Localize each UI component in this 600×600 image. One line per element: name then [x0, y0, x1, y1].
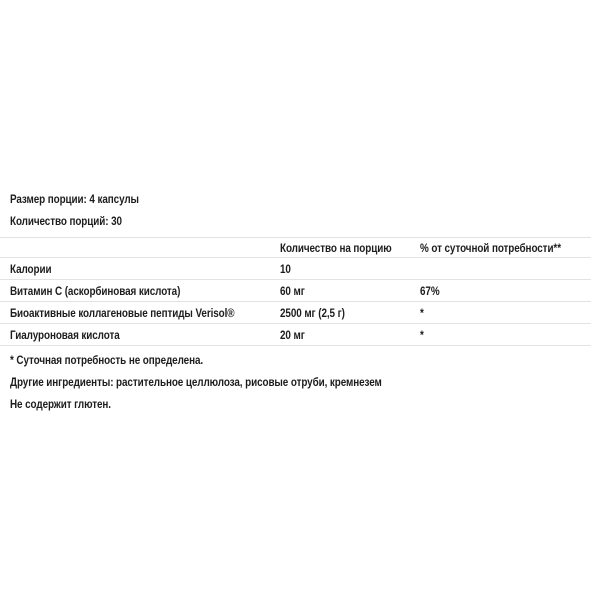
supplement-facts-table — [0, 237, 591, 346]
nutrient-daily-value: 67% — [420, 285, 440, 298]
nutrient-daily-value: * — [420, 307, 424, 320]
servings-per-container-value: Количество порций: 30 — [10, 216, 122, 228]
serving-size-text — [10, 190, 160, 208]
other-ingredients-text: Другие ингредиенты: растительное целлюлоза, рисовые отруби, кремнезем — [10, 377, 382, 389]
nutrient-amount: 10 — [280, 263, 291, 276]
table-row-collagen-peptides — [0, 302, 591, 324]
column-header-amount-per-serving: Количество на порцию — [280, 242, 392, 255]
nutrient-name: Биоактивные коллагеновые пептиды Verisol® — [10, 307, 235, 320]
nutrient-amount: 2500 мг (2,5 г) — [280, 307, 345, 320]
nutrient-daily-value — [420, 258, 591, 280]
serving-size-value: Размер порции: 4 капсулы — [10, 194, 139, 206]
table-header-row — [0, 238, 591, 258]
nutrient-name: Витамин C (аскорбиновая кислота) — [10, 285, 181, 298]
nutrient-amount: 60 мг — [280, 285, 305, 298]
servings-per-container-text — [10, 212, 140, 230]
nutrient-name: Гиалуроновая кислота — [10, 329, 120, 342]
table-row-hyaluronic-acid — [0, 324, 591, 346]
table-row-calories — [0, 258, 591, 280]
nutrient-name: Калории — [10, 263, 52, 276]
gluten-free-text: Не содержит глютен. — [10, 399, 111, 411]
nutrient-daily-value: * — [420, 329, 424, 342]
column-header-nutrient — [0, 238, 280, 258]
daily-value-footnote: * Суточная потребность не определена. — [10, 355, 204, 367]
nutrient-amount: 20 мг — [280, 329, 305, 342]
column-header-daily-value: % от суточной потребности** — [420, 242, 561, 255]
table-row-vitamin-c — [0, 280, 591, 302]
